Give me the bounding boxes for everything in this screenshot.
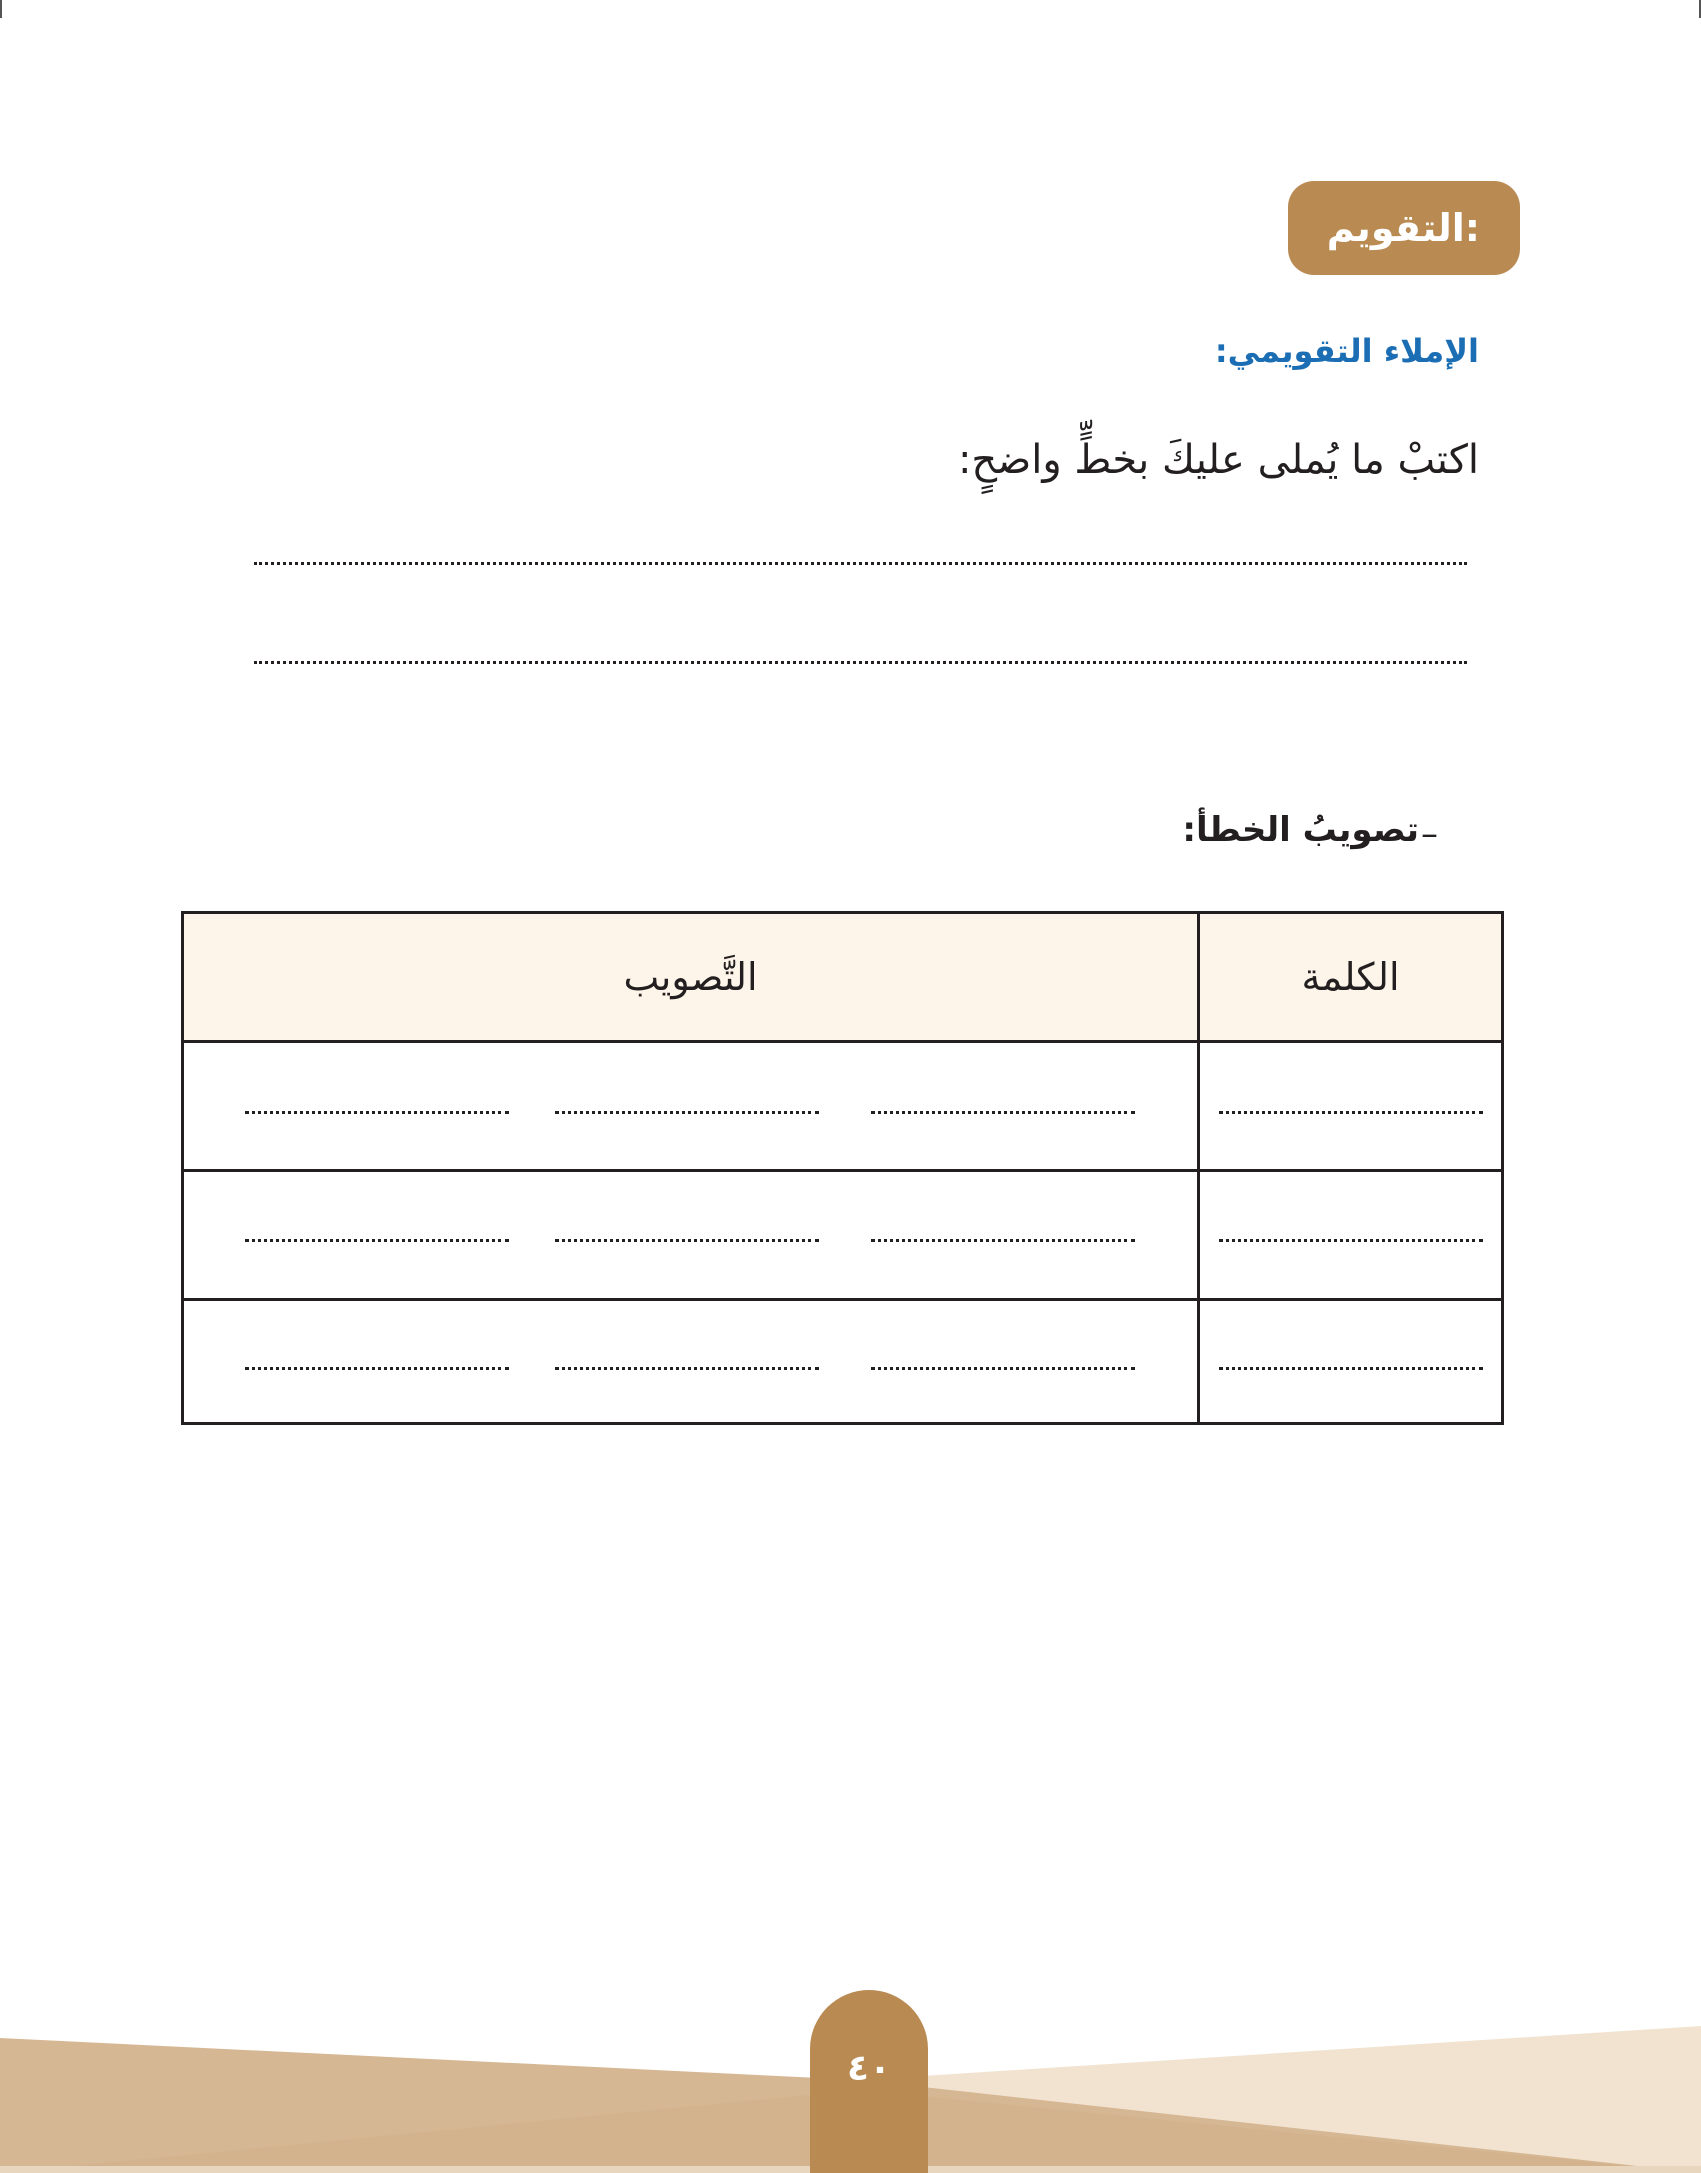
answer-blank-word[interactable] xyxy=(1219,1367,1483,1370)
header-correction: التَّصويب xyxy=(623,955,758,999)
crop-mark xyxy=(0,0,2,18)
answer-blank-correction[interactable] xyxy=(555,1367,819,1370)
section-title: التقويم: xyxy=(1326,206,1480,250)
answer-blank-correction[interactable] xyxy=(871,1111,1135,1114)
dictation-heading: الإملاء التقويمي: xyxy=(1214,332,1479,370)
section-badge xyxy=(1288,181,1520,275)
correction-table xyxy=(181,911,1504,1425)
answer-blank-correction[interactable] xyxy=(871,1367,1135,1370)
answer-blank-word[interactable] xyxy=(1219,1111,1483,1114)
row-divider xyxy=(184,1298,1501,1301)
answer-blank-correction[interactable] xyxy=(245,1367,509,1370)
answer-blank-correction[interactable] xyxy=(245,1239,509,1242)
answer-blank-correction[interactable] xyxy=(245,1111,509,1114)
writing-line[interactable] xyxy=(254,661,1467,664)
answer-blank-correction[interactable] xyxy=(555,1239,819,1242)
answer-blank-correction[interactable] xyxy=(555,1111,819,1114)
row-divider xyxy=(184,1169,1501,1172)
correction-title: تصويبُ الخطأ: xyxy=(1182,810,1419,850)
dictation-instruction: اكتبْ ما يُملى عليكَ بخطٍّ واضحٍ: xyxy=(957,437,1479,483)
row-divider xyxy=(184,1040,1501,1043)
answer-blank-correction[interactable] xyxy=(871,1239,1135,1242)
page-number-tab xyxy=(810,1990,928,2173)
writing-line[interactable] xyxy=(254,562,1467,565)
header-word: الكلمة xyxy=(1301,955,1400,999)
page-number: ٤٠ xyxy=(847,2048,891,2089)
answer-blank-word[interactable] xyxy=(1219,1239,1483,1242)
task-bullet: – xyxy=(1421,814,1438,854)
